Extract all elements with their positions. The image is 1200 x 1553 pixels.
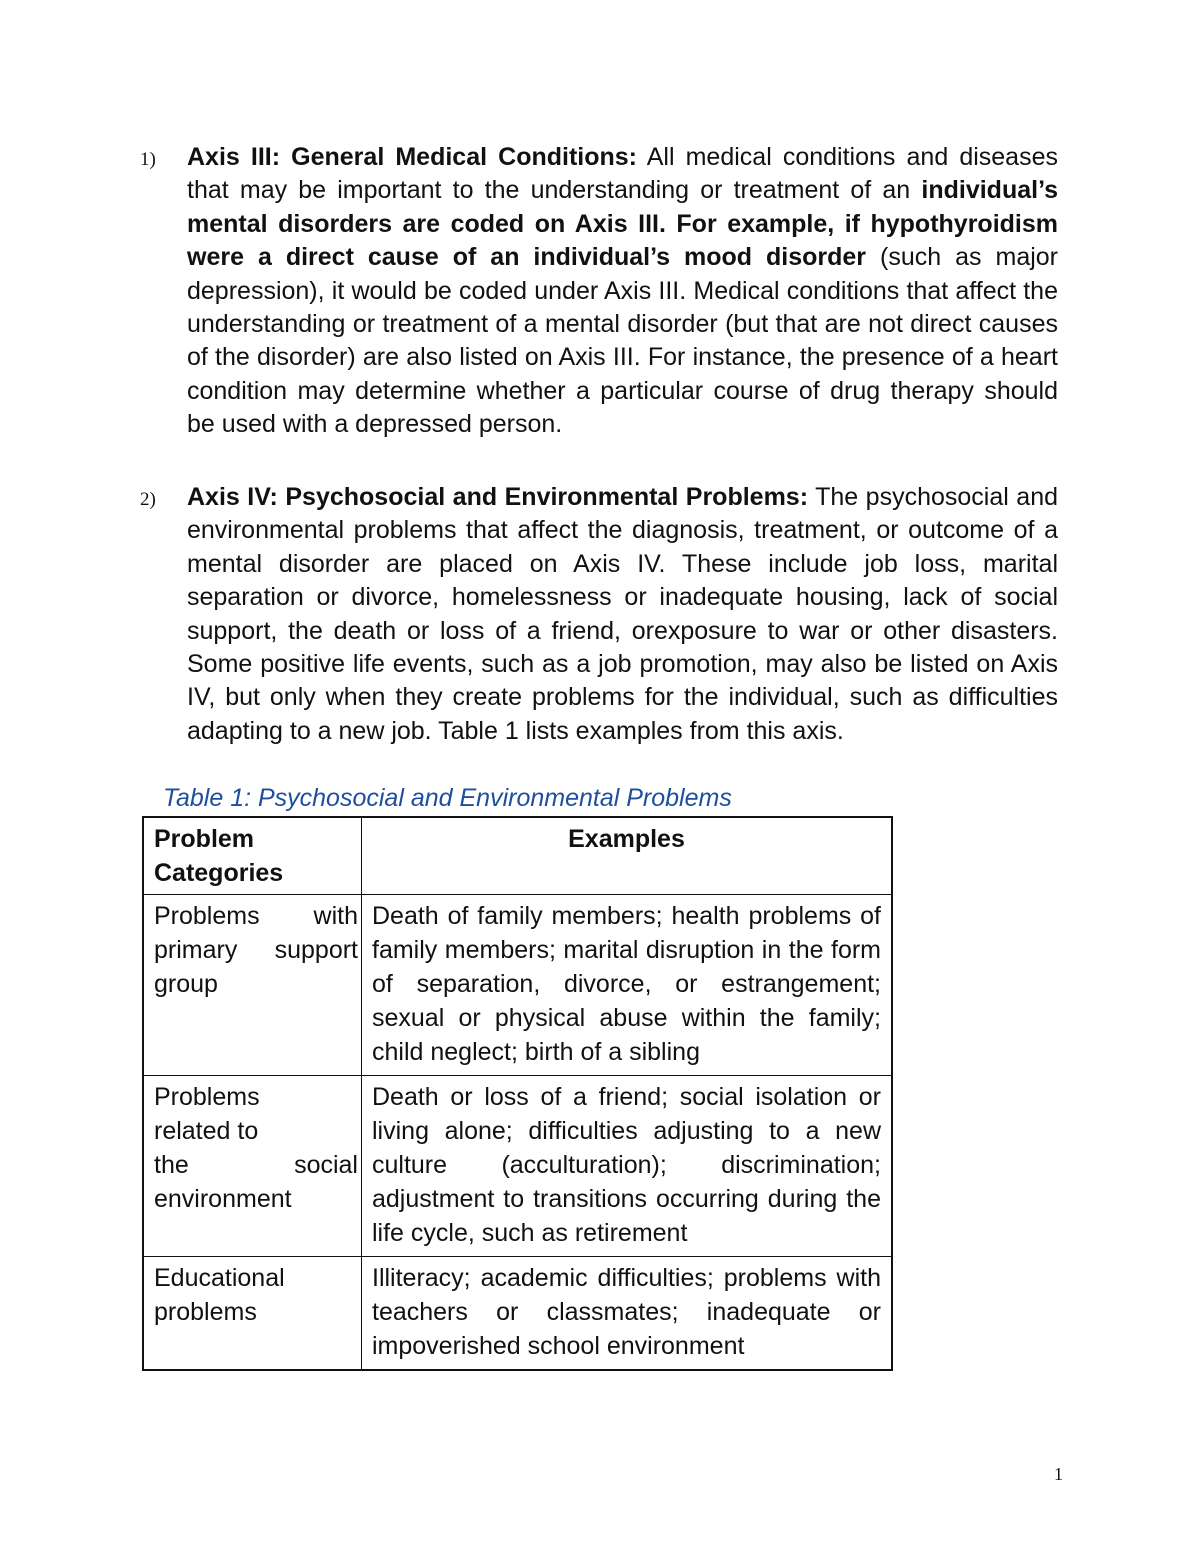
problems-table <box>142 816 893 1371</box>
heading-axis-iv: Axis IV: Psychosocial and Environmental Problems: <box>187 483 809 511</box>
category-text: the social environment <box>154 1151 358 1213</box>
category-line: related to <box>154 1117 259 1145</box>
table-row <box>143 895 892 1076</box>
list-marker: 1) <box>140 149 156 170</box>
paragraph-axis-iv <box>187 481 1058 748</box>
cell-category: Problems with primary support group <box>143 895 362 1076</box>
paragraph-axis-iii <box>187 141 1058 442</box>
table-row <box>143 1257 892 1371</box>
category-line: Problems <box>154 1083 260 1111</box>
table-row <box>143 1076 892 1257</box>
list-marker: 2) <box>140 489 156 510</box>
page-number: 1 <box>1054 1464 1063 1484</box>
text-segment: The psychosocial and environmental problems that affect the diagnosis, treatment, or outcome of a mental disorder are placed on Axis IV. These include job loss, marital separation or divorce, homelessness or inadequate housing, lack of social support, the death or loss of a friend, orexposure to war or other disasters. Some positive life events, such as a job promotion, may also be listed on Axis IV, but only when they create problems for the individual, such as difficulties adapting to a new job. Table 1 lists examples from this axis. <box>187 483 1058 745</box>
header-examples: Examples <box>362 817 893 895</box>
table-header-row <box>143 817 892 895</box>
text-segment: All medical conditions and diseases that may be important to the understanding or treatment of an <box>187 143 1058 205</box>
cell-category <box>143 1076 362 1257</box>
category-line <box>154 1148 358 1216</box>
list-item-axis-iv <box>140 481 1060 748</box>
cell-examples: Death or loss of a friend; social isolation or living alone; difficulties adjusting to a new culture (acculturation); discrimination; adjustment to transitions occurring during the life cycle, such as retirement <box>362 1076 893 1257</box>
cell-examples: Illiteracy; academic difficulties; problems with teachers or classmates; inadequate or impoverished school environment <box>362 1257 893 1371</box>
text-segment: (such as major depression), it would be coded under Axis III. Medical conditions that affect the understanding or treatment of a mental disorder (but that are not direct causes of the disorder) are also listed on Axis III. For instance, the presence of a heart condition may determine whether a particular course of drug therapy should be used with a depressed person. <box>187 243 1059 439</box>
table-caption: Table 1: Psychosocial and Environmental Problems <box>163 784 732 812</box>
heading-axis-iii: Axis III: General Medical Conditions: <box>187 143 638 171</box>
header-problem-categories: Problem Categories <box>143 817 362 895</box>
list-item-axis-iii <box>140 141 1060 442</box>
cell-examples: Death of family members; health problems of family members; marital disruption in the form of separation, divorce, or estrangement; sexual or physical abuse within the family; child neglect; birth of a sibling <box>362 895 893 1076</box>
text-segment-bold: individual’s mental disorders are coded on Axis III. For example, if hypothyroidism were a direct cause of an individual’s mood disorder <box>187 176 1058 272</box>
cell-category: Educational problems <box>143 1257 362 1371</box>
